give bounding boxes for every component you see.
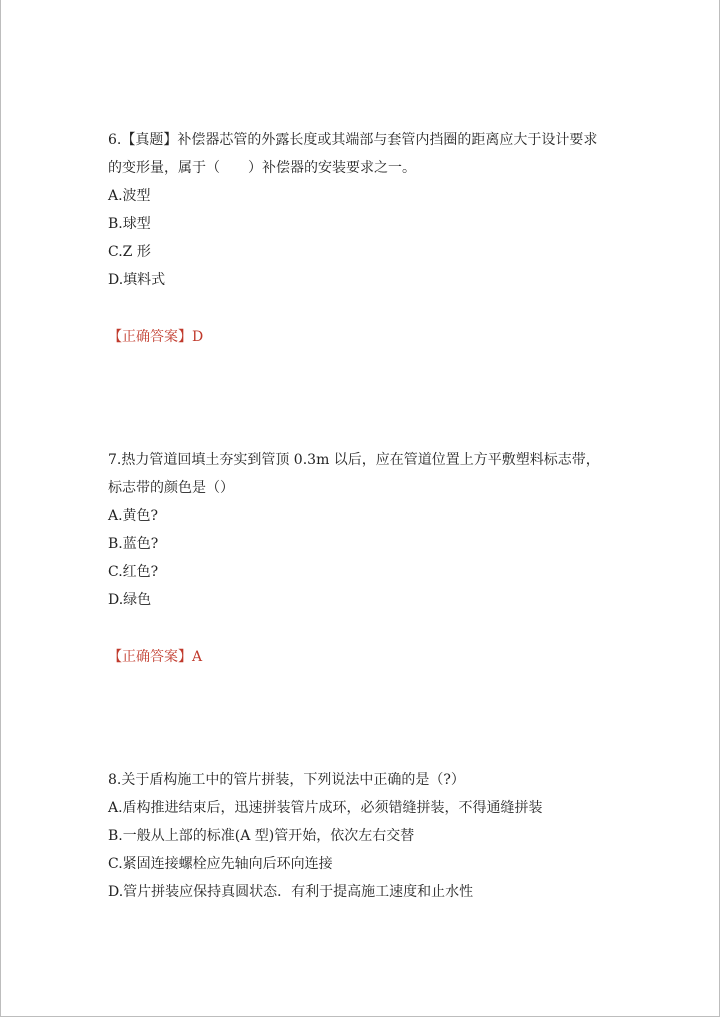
question-8: [108, 766, 628, 906]
option-d: D.填料式: [108, 272, 166, 288]
option-a: A.波型: [108, 188, 151, 204]
answer-7: [108, 647, 202, 667]
option-d: D.管片拼装应保持真圆状态．有利于提高施工速度和止水性: [108, 884, 474, 900]
option-b: B.一般从上部的标准(A 型)管开始，依次左右交替: [108, 828, 415, 844]
question-7: [108, 446, 628, 614]
option-c: C.红色?: [108, 564, 159, 580]
answer-value: D: [192, 329, 204, 345]
option-d: D.绿色: [108, 592, 152, 608]
option-b: B.球型: [108, 216, 151, 232]
answer-6: [108, 327, 203, 347]
question-text-line: 8.关于盾构施工中的管片拼装，下列说法中正确的是（?）: [108, 772, 465, 788]
option-b: B.蓝色?: [108, 536, 159, 552]
option-a: A.盾构推进结束后，迅速拼装管片成环，必须错缝拼装，不得通缝拼装: [108, 800, 543, 816]
question-text-line: 6.【真题】补偿器芯管的外露长度或其端部与套管内挡圈的距离应大于设计要求: [108, 132, 598, 148]
question-6: [108, 126, 628, 294]
question-text-line: 标志带的颜色是（）: [108, 480, 234, 496]
question-text-line: 的变形量，属于（ ）补偿器的安装要求之一。: [108, 160, 416, 176]
answer-label: 【正确答案】: [108, 329, 192, 345]
option-a: A.黄色?: [108, 508, 159, 524]
question-text-line: 7.热力管道回填土夯实到管顶 0.3m 以后，应在管道位置上方平敷塑料标志带，: [108, 452, 600, 468]
option-c: C.紧固连接螺栓应先轴向后环向连接: [108, 856, 333, 872]
answer-label: 【正确答案】: [108, 649, 192, 665]
answer-value: A: [192, 649, 203, 665]
option-c: C.Z 形: [108, 244, 151, 260]
